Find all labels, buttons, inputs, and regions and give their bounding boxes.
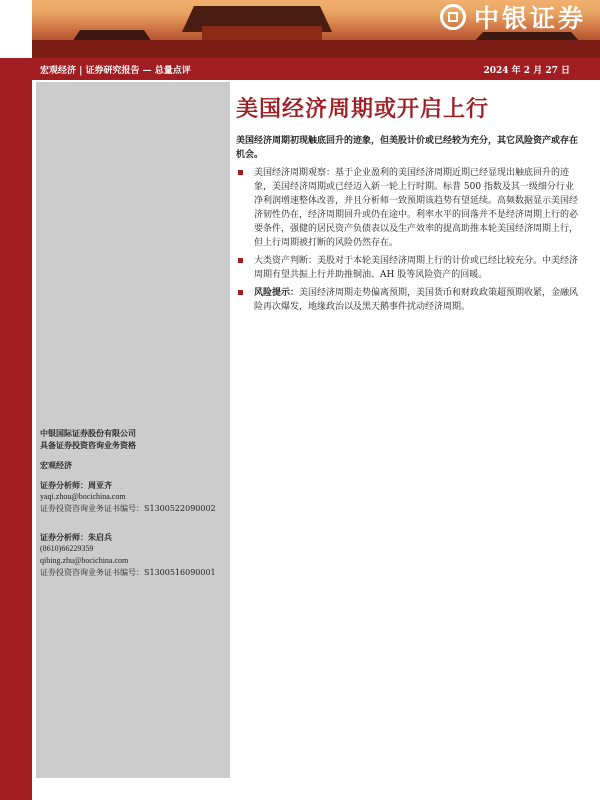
analyst-cert: 证券投资咨询业务证书编号：S1300522090002 [40, 504, 216, 513]
report-category: 宏观经济 | 证券研究报告 — 总量点评 [40, 66, 191, 76]
header-banner-image [32, 0, 600, 58]
analyst-phone: (8610)66229359 [40, 544, 94, 553]
list-item [236, 286, 582, 314]
analyst-email[interactable]: qibing.zhu@bocichina.com [40, 556, 129, 565]
boc-logo-icon [440, 4, 466, 30]
bullet-text: 美国经济周期走势偏离预期，美国货币和财政政策超预期收紧，金融风险再次爆发，地缘政治以及黑天鹅事件扰动经济周期。 [254, 288, 579, 312]
bullet-text: 大类资产判断：美股对于本轮美国经济周期上行的计价或已经比较充分。中美经济周期有望共振上行并助推铜油、AH 股等风险资产的回暖。 [254, 256, 579, 280]
banner-wall [32, 40, 600, 58]
report-summary: 美国经济周期初现触底回升的迹象，但美股计价或已经较为充分，其它风险资产或存在机会。 [236, 136, 579, 160]
report-title: 美国经济周期或开启上行 [236, 96, 490, 122]
bullet-square-icon [238, 170, 243, 175]
list-item [236, 166, 582, 250]
sidebar [36, 82, 230, 778]
sidebar-info [40, 427, 228, 579]
bullet-text: 美国经济周期观察：基于企业盈利的美国经济周期近期已经显现出触底回升的迹象，美国经济周期或已经迈入新一轮上行时期。标普 500 指数及其一级细分行业净利润增速整体改善，并且分析师一致预期该趋势有望延续。高频数据显示美国经济韧性仍在，经济周期回升或仍在途中。利率水平的回落并不是经济周期上行的必要条件，强健的居民资产负债表以及生产效率的提高助推本轮美国经济周期上行，但上行周期被打断的风险仍然存在。 [254, 168, 579, 248]
analyst-label: 证券分析师：朱启兵 [40, 532, 112, 542]
category-bar [32, 58, 600, 80]
qualification: 具备证券投资咨询业务资格 [40, 440, 136, 450]
analyst-email[interactable]: yaqi.zhou@bocichina.com [40, 492, 126, 501]
analyst-label: 证券分析师：周亚齐 [40, 480, 112, 490]
bullet-square-icon [238, 258, 243, 263]
list-item [236, 254, 582, 282]
bullet-head: 风险提示： [254, 288, 300, 298]
brand-name: 中银证券 [473, 4, 586, 33]
section-name: 宏观经济 [40, 460, 72, 470]
bullet-square-icon [238, 290, 243, 295]
analyst-cert: 证券投资咨询业务证书编号：S1300516090001 [40, 568, 216, 577]
key-points-list [236, 166, 582, 318]
brand-logo [440, 0, 586, 34]
company-name: 中银国际证券股份有限公司 [40, 428, 136, 438]
left-accent-bar [0, 58, 32, 800]
report-date: 2024 年 2 月 27 日 [483, 66, 570, 76]
